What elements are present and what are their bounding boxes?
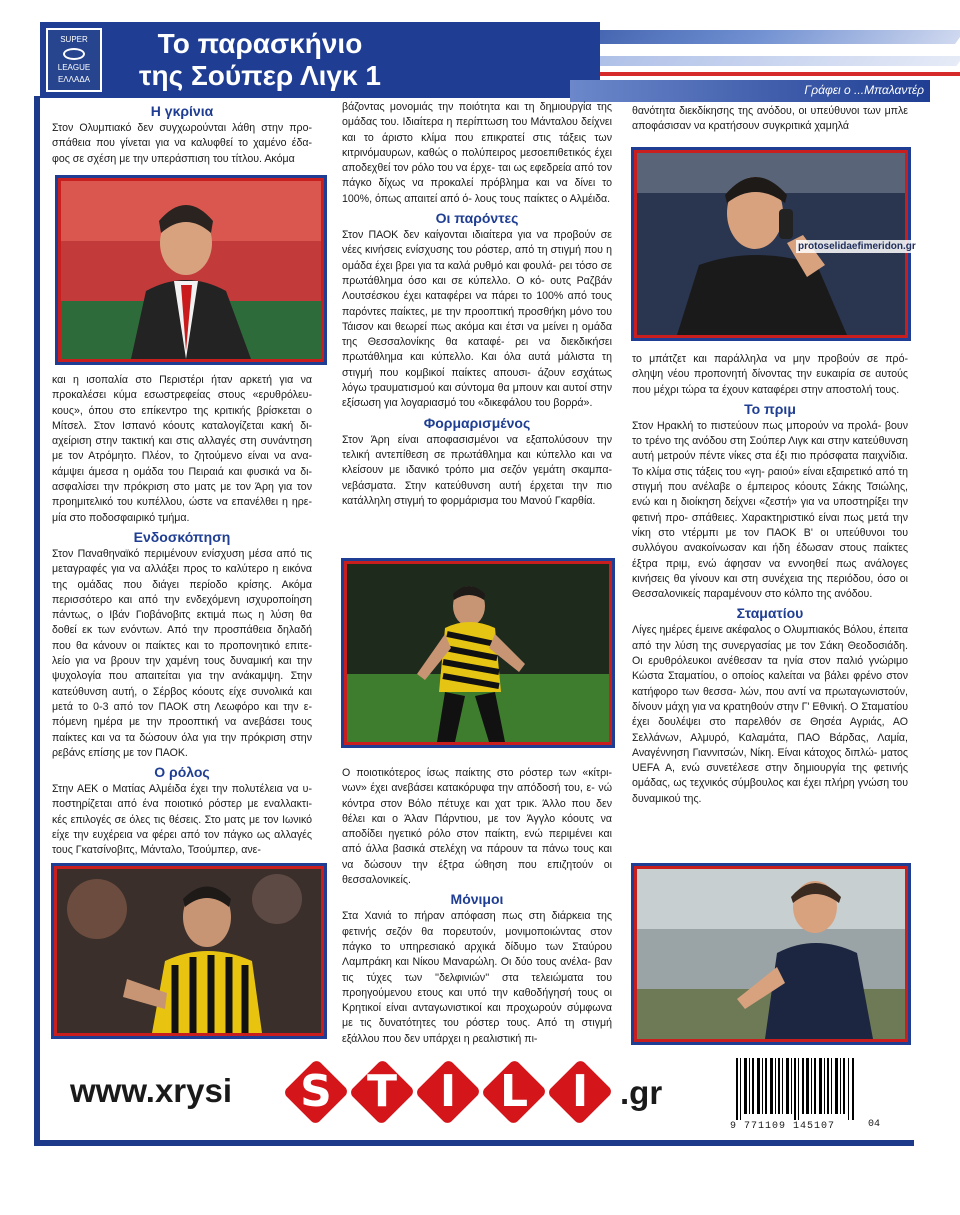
section-title-o-rolos: Ο ρόλος: [154, 764, 210, 781]
title-line-1: Το παρασκήνιο: [157, 28, 363, 59]
section-title-formarismenos: Φορμαρισμένος: [423, 414, 531, 431]
stili-letter: I: [439, 1066, 457, 1117]
stili-letter: I: [571, 1066, 589, 1117]
photo-coach-stamatiou: [634, 866, 908, 1042]
stili-letter: S: [300, 1066, 332, 1117]
column-1-continued: [52, 373, 312, 859]
column-1: [52, 100, 312, 167]
page-frame-left: [34, 96, 40, 1146]
ad-url-suffix: .gr: [620, 1074, 663, 1111]
stili-letter: T: [366, 1066, 397, 1117]
article-paragraph: το μπάτζετ και παράλληλα να μην προβούν σε πρό- σληψη νέου προπονητή δίνοντας την ευκαιρία σε αυτούς που μέχρι τώρα τα έχουν καταφέρει στην αποστολή τους.: [632, 353, 908, 396]
barcode-issue: 04: [868, 1119, 881, 1130]
photo-player-mantalos: [54, 866, 324, 1036]
article-paragraph: Στον Ολυμπιακό δεν συγχωρούνται λάθη στην προ- σπάθεια που γίνεται για να καλυφθεί το χαμένο έδα- φος σε σχέση με την υπεράσπιση του τίτλου. Ακόμα: [52, 122, 312, 165]
stili-logo: [285, 1060, 625, 1128]
logo-text-line: ΕΛΛΑΔΑ: [57, 75, 91, 84]
watermark: protoselidaefimeridon.gr: [798, 241, 916, 252]
article-paragraph: βάζοντας μονομιάς την ποιότητα και τη δημιουργία της ομάδας του. Ιδιαίτερα η περίπτωση του Μάνταλου δείχνει και το άριστο κλίμα που επικρατεί στις τάξεις των κιτρινόμαυρων, καθώς ο πολύπειρος μεσοεπιθετικός έχει αποδεχθεί τον ρόλο του να έρχε- ται ως εφεδρεία από τον πάγκο δίχως να προκαλεί πρόβλημα και να δίνει το 100%, όπως απαιτεί από ό- λους τους παίκτες ο Αλμέιδα.: [342, 101, 612, 205]
page-title: [110, 28, 410, 92]
page-frame-bottom: [34, 1140, 914, 1146]
article-paragraph: Λίγες ημέρες έμεινε ακέφαλος ο Ολυμπιακός Βόλου, έπειτα από την λύση της συνεργασίας με τον Σάκη Θεοδοσιάδη. Οι ερυθρόλευκοι ανέθεσαν τα ηνία στον παλιό γνώριμο Κώστα Σταματίου, ο οποίος καλείται να βάλει φρένο στον κατήφορο των θεσσα- λών, που αντί να πρωταγωνιστούν, δίνουν μάχη για να κρατηθούν στην Γ' Εθνική. Ο Σταματίου έχει δουλέψει στο παρελθόν σε Θησέα Αγριάς, ΑΟ Σελλάνων, Αλμυρό, Καλαμάτα, ΠΑΟ Βάρδας, Λαμία, Αναγέννηση Γιαννιτσών, Νίκη. Είναι κάτοχος διπλώ- ματος UEFA A, ενώ συνετέλεσε στην δημιουργία της φετινής ομάδας, ως τεχνικός σύμβουλος και έχει πλήρη γνώση του δυναμικού της.: [632, 624, 908, 805]
photo-coach-michel: [58, 178, 324, 362]
section-title-gkrinia: Η γκρίνια: [150, 103, 214, 119]
section-title-monimoi: Μόνιμοι: [450, 891, 504, 908]
article-paragraph: θανότητα διεκδίκησης της ανόδου, οι υπεύθυνοι των μπλε αποφάσισαν να κρατήσουν συγκριτικά χαμηλά: [632, 105, 908, 133]
byline: Γράφει ο ...Μπαλαντέρ: [804, 83, 924, 97]
section-title-stamatiou: Σταματίου: [736, 605, 804, 622]
photo-player-garcia: [344, 561, 612, 745]
header-band: [40, 22, 600, 98]
logo-text-line: SUPER: [60, 35, 88, 44]
barcode: [730, 1058, 862, 1136]
article-paragraph: Στον ΠΑΟΚ δεν καίγονται ιδιαίτερα για να προβούν σε νέες κινήσεις ενίσχυσης του ρόστερ, από τη στιγμή που η ομάδα έχει βρει για τα καλά ρυθμό και φουλά- ρει τόσο σε πρωτάθλημα όσο και σε κύπελλο. Ο κό- ουτς Ραζβάν Λουτσέσκου έχει καταφέρει να πάρει το 100% από τους παρόντες παίκτες, με την προοπτική προσθήκη μόνο του Τάισον και θεωρεί πως ακόμα και έτσι να μείνει η ομάδα της Θεσσαλονίκης θα καταφέ- ρει να διεκδικήσει πρωτάθλημα και κύπελλο. Και όλα αυτά μάλιστα τη στιγμή που κομβικοί παίκτες απουσι- άζουν εσχάτως λόγω τραυματισμού και σύντομα θα μπουν και αυτοί στην εξίσωση για λογαριασμό του «δικεφάλου του βορρά».: [342, 229, 612, 410]
article-paragraph: Στον Άρη είναι αποφασισμένοι να εξαπολύσουν την τελική αντεπίθεση σε πρωτάθλημα και κύπελλο και να κλείσουν με ιδανικό τρόπο μια σεζόν γεμάτη σκαμπα- νεβάσματα. Στην κατεύθυνση αυτή έρχεται την πιο κατάλληλη στιγμή το φορμάρισμα του Μανού Γκαρθία.: [342, 433, 612, 507]
title-line-2: της Σούπερ Λιγκ 1: [139, 60, 381, 91]
super-league-logo: [46, 28, 102, 92]
ad-url-prefix: www.xrysi: [70, 1072, 233, 1109]
article-paragraph: και η ισοπαλία στο Περιστέρι ήταν αρκετή για να προκαλέσει κύμα εσωστρεφείας στους «ερυθρόλευ- κους», όπου στο επίκεντρο της κριτικής βρίσκεται ο Μίτσελ. Στον Ισπανό κόουτς καταλογίζεται κακή δι- αχείριση στην τακτική και στις αλλαγές στη συνάντηση με τον Ατρόμητο. Πλέον, το ζητούμενο είναι να ανα- κάμψει άμεσα η ομάδα του Πειραιά και φυσικά να δι- ασφαλίσει την πρόκριση στο ματς με τον Άρη για τον προημιτελικό του κυπέλλου, ώστε να επανέλθει η ηρε- μία στο ποδοσφαιρικό τμήμα.: [52, 374, 312, 524]
article-paragraph: Στον Παναθηναϊκό περιμένουν ενίσχυση μέσα από τις μεταγραφές για να αλλάξει προς το καλύτερο η εικόνα της ομάδας που διάγει περίοδο κρίσης. Ακόμα περισσότερο και από την ενδεχόμενη ισχυροποίηση πάντως, ο Ιβάν Γιοβάνοβιτς εκτιμά πως η λύση θα δοθεί εκ των ενόντων. Από την προσπάθεια δηλαδή που θα κάνουν οι παίκτες και το προπονητικό επιτε- λείο για να βρουν την χαμένη τους δυναμική και την ψυχολογία που απαιτείται για την ανάκαμψη. Στην κατεύθυνση αυτή, ο Σέρβος κόουτς είχε συνολικά και μετά το 0-3 από τον ΠΑΟΚ στη Λεωφόρο και την ε- πόμενη ημέρα με την προοπτική να ανεβάσει τους παίκτες και να τα δώσουν όλα για την πρόκριση στην ρεβάνς επίσης με τον ΠΑΟΚ.: [52, 547, 312, 759]
article-paragraph: Στα Χανιά το πήραν απόφαση πως στη διάρκεια της φετινής σεζόν θα πορευτούν, μονιμοποιώντας στον πάγκο το υπηρεσιακό αρχικά δίδυμο των Σταύρου Λαμπράκη και Νίκου Μαναρώλη. Οι δύο τους ανέλα- βαν τις τύχες των ''δελφινιών'' στα τελειώματα του προηγούμενου ετους και υπό την καθοδήγησή τους οι Κρητικοί είναι ανταγωνιστικοί και προχωρούν σύμφωνα με τις δυνατότητες του ρόστερ τους. Από τη στιγμή εξάλλου που δεν υπάρχει η ρεαλιστική πι-: [342, 910, 612, 1045]
barcode-number: 9 771109 145107: [730, 1121, 836, 1132]
section-title-endoskopisi: Ενδοσκόπηση: [133, 528, 231, 545]
column-3: [632, 104, 908, 135]
stili-letter: L: [499, 1066, 529, 1117]
ball-icon: [63, 48, 85, 60]
article-paragraph: Στον Ηρακλή το πιστεύουν πως μπορούν να προλά- βουν το τρένο της ανόδου στη Σούπερ Λιγκ και στην κατεύθυνση αυτή μετρούν πέντε νίκες στα έξι πιο πρόσφατα παιχνίδια. Το κλίμα στις τάξεις του «γη- ραιού» είναι εξαιρετικό από τη στιγμή που ανέλαβε ο έμπειρος κόουτς Σάκης Τσιώλης, ενώ και η διοίκηση δείχνει «ζεστή» για να υποστηρίξει την φετινή προ- σπάθειες. Χαρακτηριστικό είναι πως μετά την νίκη στο ντέρμπι με τον ΠΑΟΚ Β' οι υπεύθυνοι του συλλόγου ανακοίνωσαν και ήδη έδωσαν στους παίκτες έξτρα πριμ, ενώ άφησαν να εννοηθεί πως ανάλογες κινήσεις θα γίνουν και στη συνέχεια της περιόδου, όσο οι Θεσσαλονικείς παραμένουν στο κόλπο της ανόδου.: [632, 419, 908, 601]
footer-advertisement[interactable]: [70, 1060, 690, 1130]
section-title-oi-parontes: Οι παρόντες: [435, 210, 519, 227]
section-title-to-prim: Το πριμ: [744, 400, 796, 417]
article-paragraph: Στην ΑΕΚ ο Ματίας Αλμέιδα έχει την πολυτέλεια να υ- ποστηρίζεται από ένα ποιοτικό ρόστερ με εναλλακτι- κές επιλογές σε όλες τις θέσεις. Στο ματς με τον Ιωνικό είχε την ευχέρεια να φέρει από τον πάγκο ως αλλαγές τους Γκατσίνοβιτς, Μάνταλο, Τσούμπερ, ανε-: [52, 783, 312, 857]
logo-text-line: LEAGUE: [57, 63, 91, 72]
column-3-continued: [632, 352, 908, 807]
barcode-bars-icon: [734, 1058, 858, 1120]
column-2: [342, 100, 612, 509]
column-2-continued: [342, 766, 612, 1047]
article-paragraph: Ο ποιοτικότερος ίσως παίκτης στο ρόστερ των «κίτρι- νων» έχει ανεβάσει κατακόρυφα την απόδοσή του, ε- νώ κόντρα στον Βόλο πέτυχε και χατ τρικ. Άλλο που δεν θέλει και ο Άλαν Πάρντιου, με τον Άγγλο κόουτς να αποδίδει ηγετικό ρόλο στον παίκτη, ενώ περιμένει και από άλλα βασικά στελέχη να πάρουν τα πάνω τους και να δώσουν την έξτρα ώθηση που επιζητούν οι θεσσαλονικείς.: [342, 767, 612, 887]
